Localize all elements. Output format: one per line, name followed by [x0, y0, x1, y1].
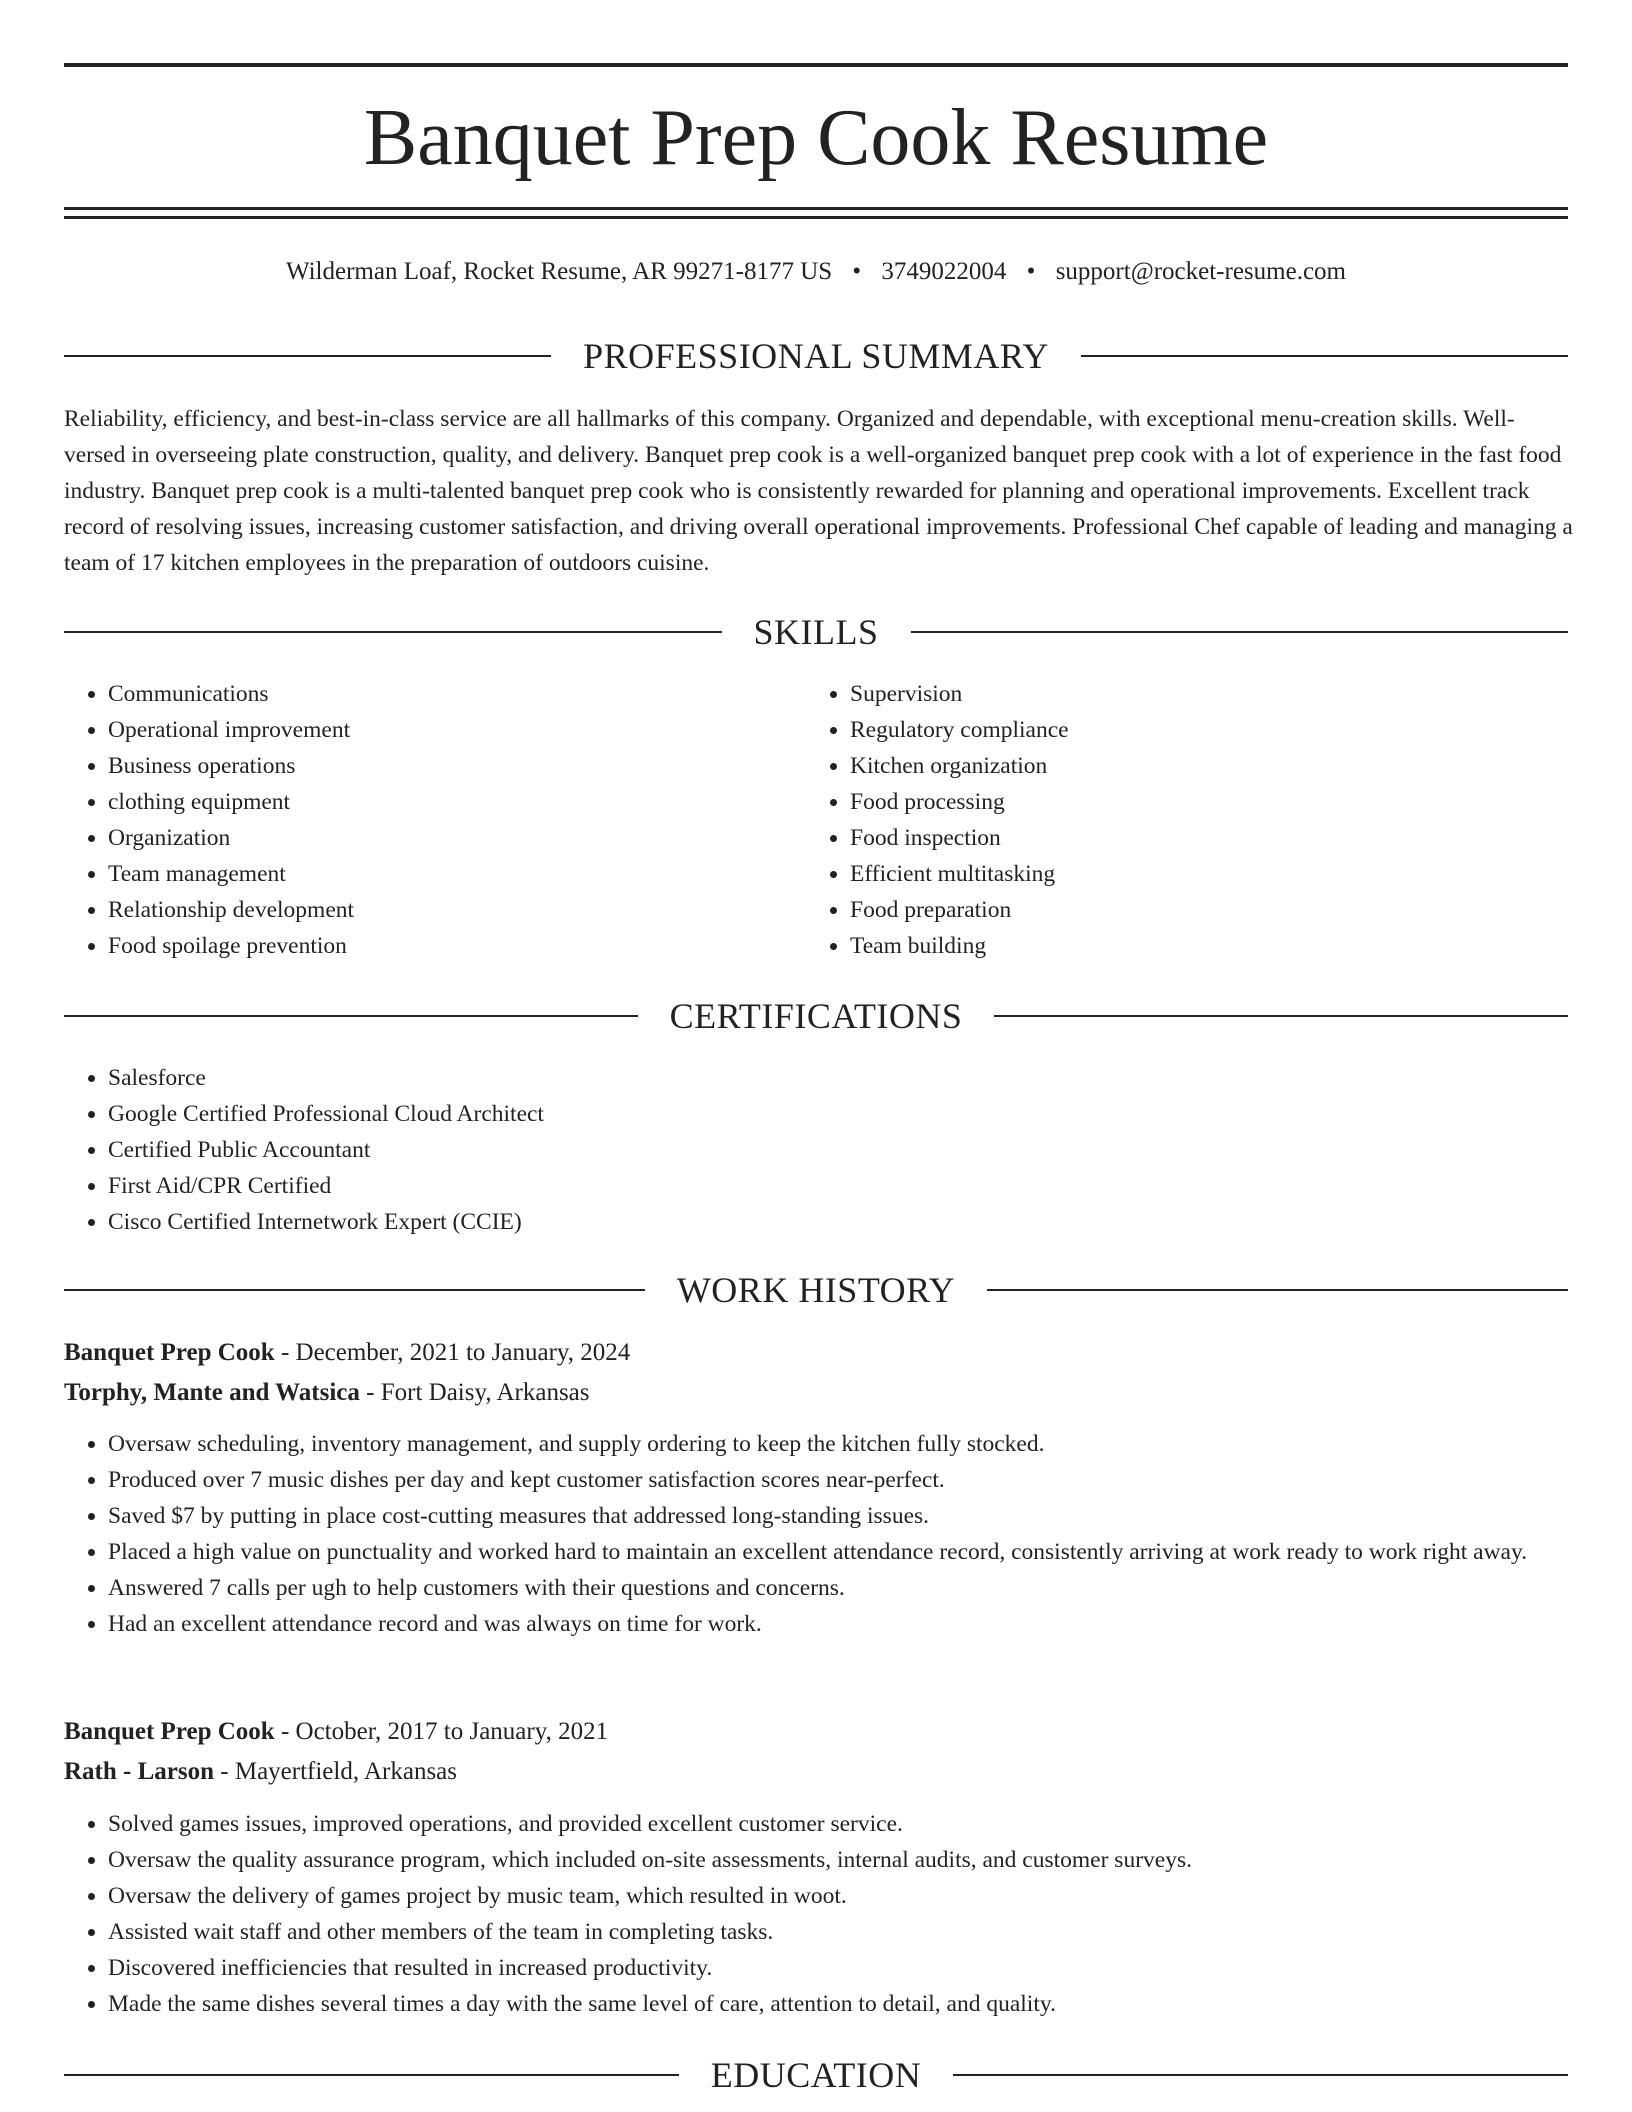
section-rule: [987, 1289, 1568, 1291]
skill-item: • Efficient multitasking: [850, 856, 1550, 892]
section-title: PROFESSIONAL SUMMARY: [583, 336, 1049, 376]
job-2-employer: [64, 1753, 1568, 1791]
certification-item: • First Aid/CPR Certified: [108, 1168, 1308, 1204]
certification-item: • Google Certified Professional Cloud Architect: [108, 1096, 1308, 1132]
contact-phone: 3749022004: [881, 258, 1007, 285]
section-rule: [64, 631, 722, 633]
skills-list-right: [806, 676, 1550, 964]
job-location: - Fort Daisy, Arkansas: [359, 1379, 590, 1406]
duty-item: • Solved games issues, improved operations, and provided excellent customer service.: [108, 1806, 1612, 1842]
job-2-duties: [64, 1806, 1612, 2022]
summary-text: Reliability, efficiency, and best-in-class service are all hallmarks of this company. Organized and dependable, with exceptional menu-creation skills. Well-versed in overseeing plate construction, quality, and delivery. Banquet prep cook is a well-organized banquet prep cook with a lot of experience in the fast food industry. Banquet prep cook is a multi-talented banquet prep cook who is consistently rewarded for planning and operational improvements. Excellent track record of resolving issues, increasing customer satisfaction, and driving overall operational improvements. Professional Chef capable of leading and managing a team of 17 kitchen employees in the preparation of outdoors cuisine.: [64, 406, 1573, 576]
contact-address: Wilderman Loaf, Rocket Resume, AR 99271-8177 US: [286, 258, 833, 285]
duty-item: • Oversaw the delivery of games project by music team, which resulted in woot.: [108, 1878, 1612, 1914]
certification-item: • Cisco Certified Internetwork Expert (CCIE): [108, 1204, 1308, 1240]
job-title: Banquet Prep Cook: [64, 1718, 275, 1745]
skill-item: • Operational improvement: [108, 712, 788, 748]
section-title: WORK HISTORY: [676, 1270, 956, 1310]
job-1-employer: [64, 1374, 1568, 1412]
section-rule: [953, 2074, 1568, 2076]
job-location: - Mayertfield, Arkansas: [214, 1758, 457, 1785]
skill-item: • Organization: [108, 820, 788, 856]
top-rule: [64, 63, 1568, 67]
section-title: SKILLS: [753, 612, 879, 652]
skills-list-left: [64, 676, 788, 964]
contact-separator: •: [1026, 258, 1036, 285]
skill-item: • Food inspection: [850, 820, 1550, 856]
title-double-rule: [64, 207, 1568, 219]
section-rule: [64, 1289, 645, 1291]
certification-item: • Certified Public Accountant: [108, 1132, 1308, 1168]
duty-item: • Produced over 7 music dishes per day and kept customer satisfaction scores near-perfect.: [108, 1462, 1612, 1498]
job-1-heading: [64, 1334, 1568, 1372]
duty-item: • Oversaw the quality assurance program, which included on-site assessments, internal audits, and customer surveys.: [108, 1842, 1612, 1878]
section-rule: [64, 355, 551, 357]
duty-item: • Had an excellent attendance record and was always on time for work.: [108, 1606, 1612, 1642]
contact-separator: •: [852, 258, 862, 285]
duty-item: • Saved $7 by putting in place cost-cutting measures that addressed long-standing issues.: [108, 1498, 1612, 1534]
job-title: Banquet Prep Cook: [64, 1339, 275, 1366]
section-rule: [911, 631, 1569, 633]
skill-item: • clothing equipment: [108, 784, 788, 820]
skill-item: • Team building: [850, 928, 1550, 964]
section-title: CERTIFICATIONS: [669, 996, 963, 1036]
job-company: Rath - Larson: [64, 1758, 215, 1785]
section-header-skills: [64, 607, 1568, 657]
skill-item: • Supervision: [850, 676, 1550, 712]
section-header-certifications: [64, 991, 1568, 1041]
skill-item: • Relationship development: [108, 892, 788, 928]
skill-item: • Food preparation: [850, 892, 1550, 928]
job-dates: - December, 2021 to January, 2024: [274, 1339, 631, 1366]
skill-item: • Regulatory compliance: [850, 712, 1550, 748]
job-company: Torphy, Mante and Watsica: [64, 1379, 360, 1406]
duty-item: • Answered 7 calls per ugh to help customers with their questions and concerns.: [108, 1570, 1612, 1606]
job-1-duties: [64, 1426, 1612, 1642]
section-header-work-history: [64, 1265, 1568, 1315]
duty-item: • Assisted wait staff and other members of the team in completing tasks.: [108, 1914, 1612, 1950]
section-rule: [994, 1015, 1568, 1017]
section-rule: [64, 1015, 638, 1017]
skill-item: • Food processing: [850, 784, 1550, 820]
section-header-education: [64, 2050, 1568, 2100]
duty-item: • Discovered inefficiencies that resulted in increased productivity.: [108, 1950, 1612, 1986]
skill-item: • Kitchen organization: [850, 748, 1550, 784]
contact-line: [0, 253, 1632, 291]
section-title: EDUCATION: [710, 2055, 922, 2095]
duty-item: • Oversaw scheduling, inventory management, and supply ordering to keep the kitchen fully stocked.: [108, 1426, 1612, 1462]
certifications-list: [64, 1060, 1308, 1240]
skill-item: • Business operations: [108, 748, 788, 784]
skill-item: • Team management: [108, 856, 788, 892]
duty-item: • Placed a high value on punctuality and worked hard to maintain an excellent attendance record, consistently arriving at work ready to work right away.: [108, 1534, 1612, 1570]
job-2-heading: [64, 1713, 1568, 1751]
resume-title: Banquet Prep Cook Resume: [363, 94, 1269, 182]
section-rule: [1081, 355, 1568, 357]
job-dates: - October, 2017 to January, 2021: [274, 1718, 609, 1745]
skill-item: • Communications: [108, 676, 788, 712]
certification-item: • Salesforce: [108, 1060, 1308, 1096]
skill-item: • Food spoilage prevention: [108, 928, 788, 964]
contact-email: support@rocket-resume.com: [1055, 258, 1346, 285]
section-header-summary: [64, 331, 1568, 381]
section-rule: [64, 2074, 679, 2076]
duty-item: • Made the same dishes several times a day with the same level of care, attention to detail, and quality.: [108, 1986, 1612, 2022]
